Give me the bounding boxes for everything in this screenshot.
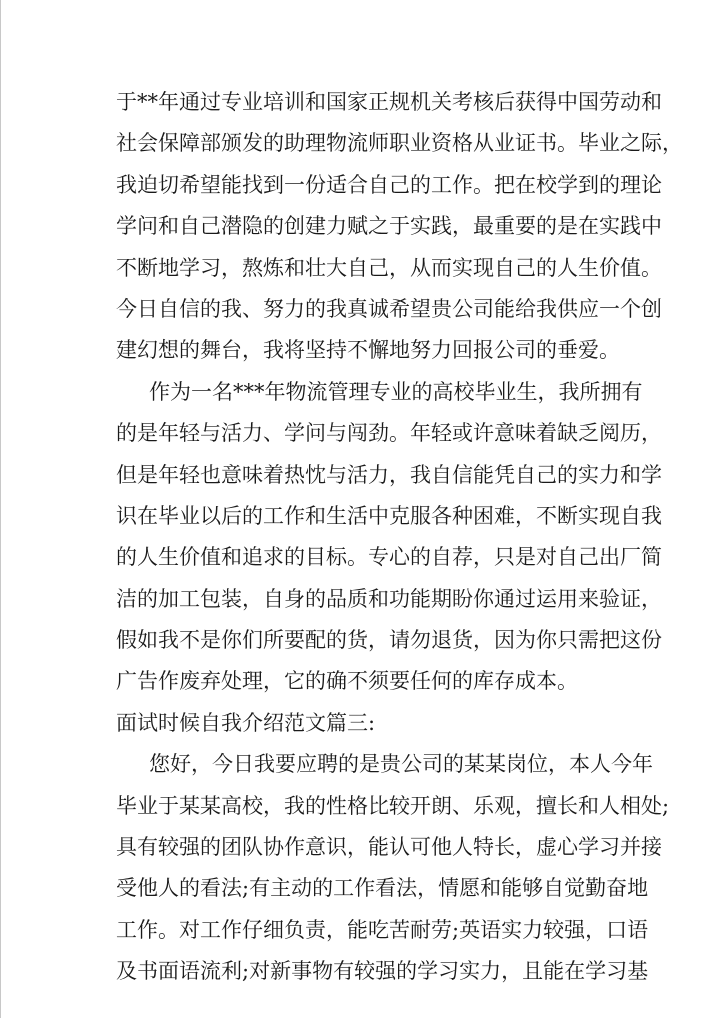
- text-line: 工作。对工作仔细负责，能吃苦耐劳;英语实力较强，口语: [116, 917, 649, 942]
- text-line: 毕业于某某高校，我的性格比较开朗、乐观，擅长和人相处;: [116, 793, 670, 818]
- text-line: 假如我不是你们所要配的货，请勿退货，因为你只需把这份: [116, 628, 662, 653]
- text-line: 于**年通过专业培训和国家正规机关考核后获得中国劳动和: [116, 90, 662, 114]
- text-line: 我迫切希望能找到一份适合自己的工作。把在校学到的理论: [116, 172, 662, 197]
- text-line: 作为一名***年物流管理专业的高校毕业生，我所拥有: [149, 379, 643, 404]
- text-line: 广告作废弃处理，它的确不须要任何的库存成本。: [116, 669, 578, 694]
- document-body: [116, 82, 683, 993]
- text-line: 但是年轻也意味着热忱与活力，我自信能凭自己的实力和学: [116, 462, 662, 487]
- text-line: 及书面语流利;对新事物有较强的学习实力，且能在学习基: [116, 959, 649, 984]
- text-line: 您好，今日我要应聘的是贵公司的某某岗位，本人今年: [149, 752, 653, 777]
- text-line: 受他人的看法;有主动的工作看法，情愿和能够自觉勤奋地: [116, 876, 649, 901]
- text-line: 今日自信的我、努力的我真诚希望贵公司能给我供应一个创: [116, 296, 662, 321]
- text-line: 面试时候自我介绍范文篇三:: [116, 710, 376, 735]
- text-line: 洁的加工包装，自身的品质和功能期盼你通过运用来验证，: [116, 586, 662, 611]
- text-line: 的是年轻与活力、学问与闯劲。年轻或许意味着缺乏阅历，: [116, 421, 662, 446]
- text-line: 不断地学习，熬炼和壮大自己，从而实现自己的人生价值。: [116, 255, 662, 280]
- text-line: 社会保障部颁发的助理物流师职业资格从业证书。毕业之际，: [116, 131, 683, 156]
- text-line: 的人生价值和追求的目标。专心的自荐，只是对自己出厂简: [116, 545, 662, 570]
- text-line: 学问和自己潜隐的创建力赋之于实践，最重要的是在实践中: [116, 214, 662, 239]
- text-line: 识在毕业以后的工作和生活中克服各种困难，不断实现自我: [116, 503, 662, 528]
- text-line: 建幻想的舞台，我将坚持不懈地努力回报公司的垂爱。: [116, 338, 620, 363]
- text-line: 具有较强的团队协作意识，能认可他人特长，虚心学习并接: [116, 835, 662, 860]
